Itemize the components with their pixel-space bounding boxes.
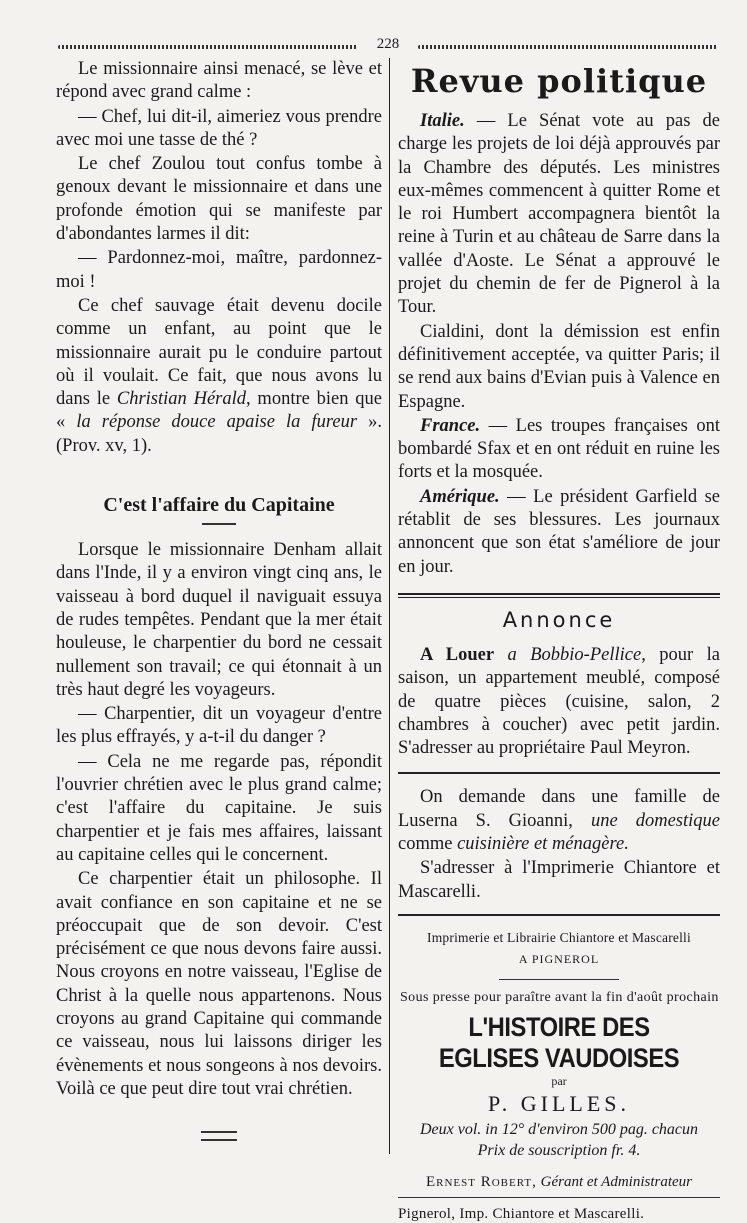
intro-paragraph: Le missionnaire ainsi menacé, se lève et répond avec grand calme : [56,59,382,103]
page-number: 228 [371,36,406,53]
header-rule-right [418,45,718,49]
annonce-text [398,644,720,760]
demande-italic: cuisinière et ménagère. [457,834,629,855]
rule [398,1197,720,1198]
imprimerie-name: Imprimerie et Librairie Chiantore et Mascarelli [427,929,691,945]
book-volumes: Deux vol. in 12° d'environ 500 pag. chacun [419,1120,699,1138]
news-text: Cialdini, dont la démission est enfin définitivement acceptée, va quitter Paris; il se rend aux bains d'Evian puis à Valence en Espagne. [398,321,720,412]
left-column [56,58,382,1141]
double-rule [398,593,720,598]
news-item [398,486,720,579]
intro-paragraph: — Chef, lui dit-il, aimeriez vous prendre avec moi une tasse de thé ? [56,106,382,150]
closing-paragraph [56,295,382,458]
intro-paragraph: — Pardonnez-moi, maître, pardonnez-moi ! [56,248,382,292]
story-paragraph: Lorsque le missionnaire Denham allait dans l'Inde, il y a environ vingt cinq ans, le vaisseau à bord duquel il naviguait essuya de rudes tempêtes. Pendant que la mer était houleuse, le charpentier du bord ne cessait nullement son travail; ce qui étonnait à un très haut degré les voyageurs. [56,540,382,700]
closing-italic-source: Christian Hérald [116,389,246,410]
end-ornament [201,1131,237,1141]
imprimerie-city: A PIGNEROL [518,951,600,966]
news-text: — Le président Garfield se rétablit de ses blessures. Les journaux annoncent que son état s'améliore de jour en jour. [398,486,720,577]
page-header [58,36,718,56]
demande-address: S'adresser à l'Imprimerie Chiantore et Mascarelli. [398,858,720,902]
news-text: — Les troupes françaises ont bombardé Sfax et en ont réduit en ruine les forts et la mosquée. [398,415,720,483]
annonce-place: a Bobbio-Pellice [507,644,642,665]
gerant-name: Ernest Robert, [425,1173,537,1190]
closing-italic-quote: la réponse douce apaise la fureur [76,412,358,433]
short-rule [499,979,619,980]
book-price: Prix de souscription fr. 4. [477,1141,641,1159]
demande-body: comme [398,834,458,855]
column-divider [389,58,390,1154]
annonce-title: Annonce [502,607,616,632]
demande-text [398,786,720,856]
intro-paragraph: Le chef Zoulou tout confus tombe à genoux devant le missionnaire et dans une profonde émotion qui se manifeste par d'abondantes larmes il dit: [56,154,382,245]
section-title: C'est l'affaire du Capitaine [103,494,335,517]
story-paragraph: — Charpentier, dit un voyageur d'entre les plus effrayés, y a-t-il du danger ? [56,704,382,748]
annonce-lead: A Louer [420,644,495,665]
book-title: L'HISTOIRE DES EGLISES VAUDOISES [438,1011,680,1073]
demande-body: On demande dans une famille de Luserna S. Gioanni, [398,787,720,831]
news-country: France. [420,415,481,436]
news-item [398,321,720,414]
gerant-role: Gérant et Administrateur [536,1173,693,1190]
story-paragraph: Ce charpentier était un philosophe. Il avait confiance en son capitaine et ne se préoccupait que de son devoir. C'est précisément ce que nous devons faire aussi. Nous croyons en notre vaisseau, l'Eglise de Christ à la quelle nous appartenons. Nous croyons au grand Capitaine qui commande ce vaisseau, nous lui laissons diriger les évènements et nous songeons à nos devoirs. Voilà ce que peut dire tout vrai chrétien. [56,869,382,1099]
news-item [398,110,720,320]
closing-text: , montre bien que « [56,389,382,433]
revue-title: Revue politique [410,62,708,100]
news-country: Italie. [420,111,465,131]
news-item [398,415,720,485]
rule [398,914,720,916]
story-paragraph: — Cela ne me regarde pas, répondit l'ouvrier chrétien avec le plus grand calme; c'est l'affaire du capitaine. Je suis charpentier et je fais mes affaires, laissant au capitaine celles qui le concernent. [56,751,382,865]
printer-line: Pignerol, Imp. Chiantore et Mascarelli. [398,1205,645,1222]
header-rule-left [58,45,358,49]
title-rule [202,523,236,525]
gerant-line [398,1174,720,1191]
demande-italic: une domestique [590,810,720,831]
news-text: — Le Sénat vote au pas de charge les projets de loi déjà approuvés par la Chambre des députés. Les ministres eux-mêmes commencent à quitter Rome et le roi Humbert accompagnera bientôt la reine à Turin et au château de Sarre dans la vallée d'Aoste. Le Sénat a approuvé le projet du chemin de fer de Pignerol à la Tour. [398,111,720,318]
book-author: P. GILLES. [487,1090,631,1116]
news-country: Amérique. [420,486,500,507]
closing-text: ». (Prov. xv, 1). [56,412,383,456]
rule [398,772,720,774]
annonce-body: , pour la saison, un appartement meublé, composé de quatre pièces (cuisine, salon, 2 chambres à coucher) avec petit jardin. S'adresser au propriétaire Paul Meyron. [398,644,720,759]
right-column [398,58,720,1223]
book-par: par [551,1073,567,1088]
presse-note: Sous presse pour paraître avant la fin d'août prochain [400,989,719,1005]
closing-text: Ce chef sauvage était devenu docile comme un enfant, au point que le missionnaire aurait pu le conduire partout où il voulait. Ce fait, que nous avons lu dans le [56,295,382,410]
